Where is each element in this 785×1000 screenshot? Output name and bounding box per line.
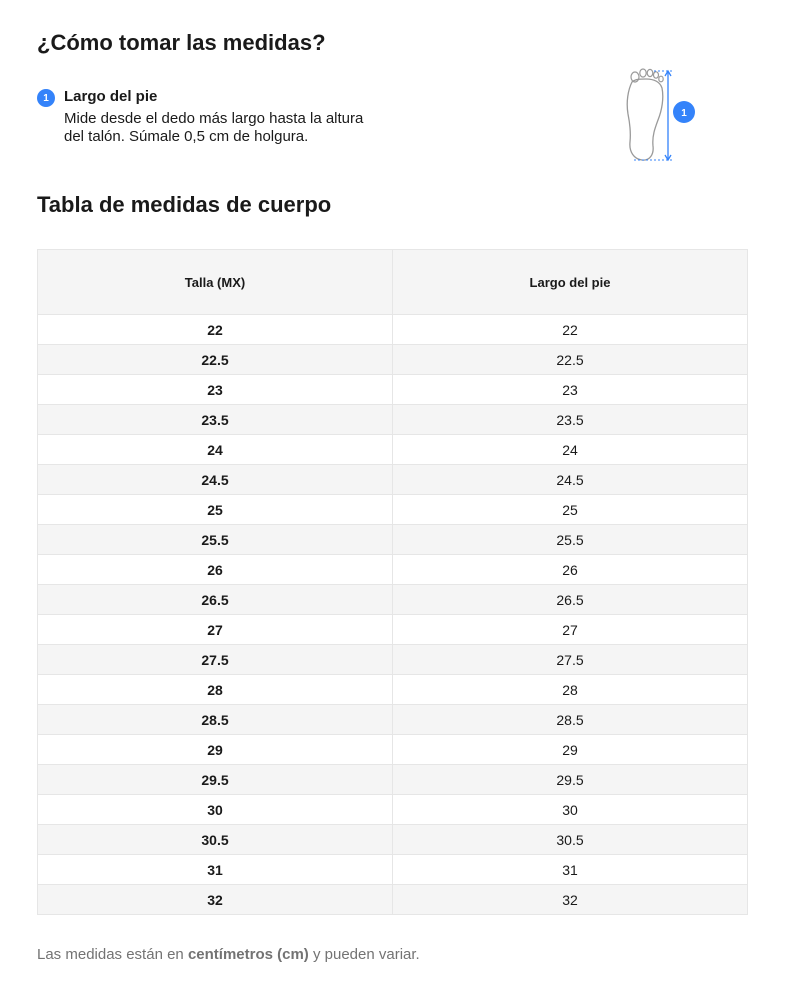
column-header-foot-length: Largo del pie: [393, 250, 748, 315]
footnote-unit: centímetros (cm): [187, 946, 309, 963]
size-cell: 22.5: [38, 345, 393, 375]
table-row: [38, 615, 748, 645]
foot-length-cell: 27: [393, 615, 748, 645]
table-row: [38, 405, 748, 435]
foot-length-cell: 22: [393, 315, 748, 345]
foot-length-cell: 25.5: [393, 525, 748, 555]
size-cell: 23.5: [38, 405, 393, 435]
foot-length-cell: 26: [393, 555, 748, 585]
size-cell: 24.5: [38, 465, 393, 495]
size-cell: 29: [38, 735, 393, 765]
size-table-body: [38, 315, 748, 915]
table-row: [38, 825, 748, 855]
units-footnote: [37, 946, 420, 963]
size-cell: 30.5: [38, 825, 393, 855]
table-row: [38, 555, 748, 585]
foot-outline-icon: [618, 66, 700, 166]
foot-length-cell: 25: [393, 495, 748, 525]
table-row: [38, 705, 748, 735]
table-row: [38, 585, 748, 615]
size-cell: 25.5: [38, 525, 393, 555]
table-row: [38, 885, 748, 915]
foot-length-cell: 24.5: [393, 465, 748, 495]
size-cell: 26.5: [38, 585, 393, 615]
foot-length-cell: 23.5: [393, 405, 748, 435]
foot-length-cell: 22.5: [393, 345, 748, 375]
foot-length-cell: 23: [393, 375, 748, 405]
table-row: [38, 645, 748, 675]
size-table: [37, 249, 748, 915]
step-number-badge: 1: [37, 89, 55, 107]
foot-length-cell: 30.5: [393, 825, 748, 855]
foot-length-cell: 24: [393, 435, 748, 465]
size-cell: 32: [38, 885, 393, 915]
table-row: [38, 855, 748, 885]
foot-length-cell: 28.5: [393, 705, 748, 735]
foot-length-cell: 28: [393, 675, 748, 705]
step-description: Mide desde el dedo más largo hasta la altura del talón. Súmale 0,5 cm de holgura.: [64, 110, 364, 145]
figure-marker-label: 1: [681, 108, 687, 119]
table-row: [38, 495, 748, 525]
size-cell: 24: [38, 435, 393, 465]
footnote-prefix: Las medidas están en: [37, 946, 188, 963]
foot-length-cell: 29: [393, 735, 748, 765]
size-cell: 27: [38, 615, 393, 645]
size-cell: 31: [38, 855, 393, 885]
table-row: [38, 315, 748, 345]
size-cell: 28.5: [38, 705, 393, 735]
size-cell: 25: [38, 495, 393, 525]
column-header-size: Talla (MX): [38, 250, 393, 315]
table-row: [38, 675, 748, 705]
foot-length-cell: 29.5: [393, 765, 748, 795]
size-cell: 22: [38, 315, 393, 345]
step-title: Largo del pie: [64, 88, 158, 105]
table-row: [38, 375, 748, 405]
table-header-row: [38, 250, 748, 315]
size-cell: 29.5: [38, 765, 393, 795]
foot-measurement-figure: [618, 66, 700, 166]
foot-length-cell: 31: [393, 855, 748, 885]
size-table-title: Tabla de medidas de cuerpo: [37, 192, 332, 217]
footnote-suffix: y pueden variar.: [308, 946, 420, 963]
foot-length-cell: 26.5: [393, 585, 748, 615]
table-row: [38, 525, 748, 555]
table-row: [38, 345, 748, 375]
table-row: [38, 765, 748, 795]
foot-length-cell: 27.5: [393, 645, 748, 675]
foot-length-cell: 32: [393, 885, 748, 915]
page-title: ¿Cómo tomar las medidas?: [37, 30, 326, 55]
table-row: [38, 435, 748, 465]
size-cell: 28: [38, 675, 393, 705]
size-cell: 23: [38, 375, 393, 405]
foot-length-cell: 30: [393, 795, 748, 825]
size-cell: 26: [38, 555, 393, 585]
table-row: [38, 735, 748, 765]
size-table-container: [37, 249, 748, 915]
size-cell: 30: [38, 795, 393, 825]
table-row: [38, 465, 748, 495]
table-row: [38, 795, 748, 825]
size-cell: 27.5: [38, 645, 393, 675]
